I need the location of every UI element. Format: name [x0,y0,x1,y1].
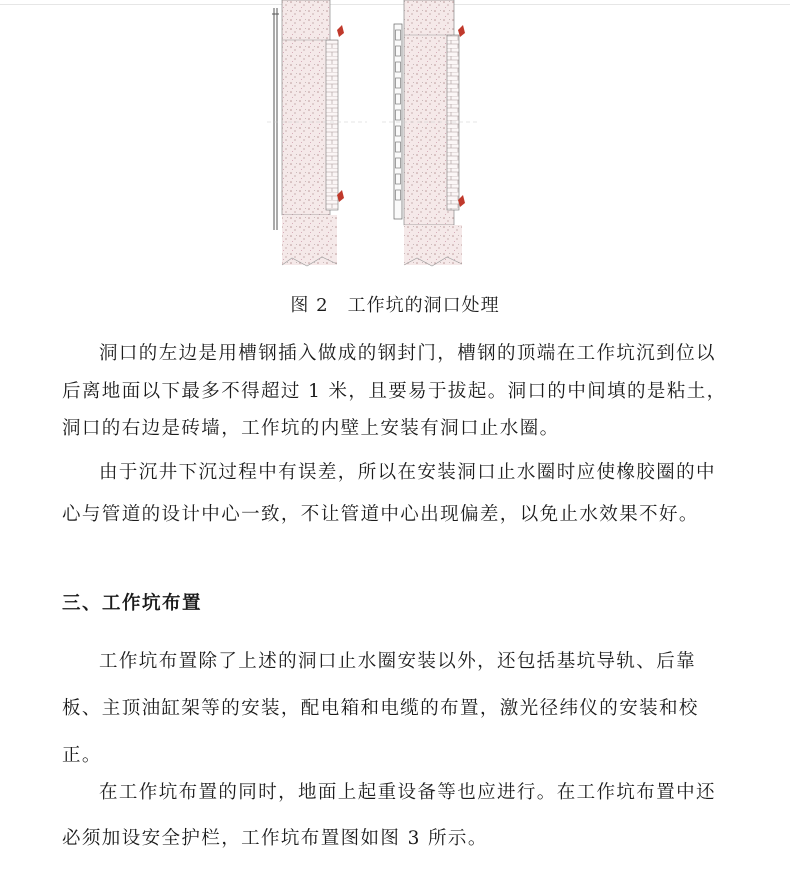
tunnel-opening-figure [262,0,482,275]
paragraph-seal-ring-alignment: 由于沉井下沉过程中有误差，所以在安装洞口止水圈时应使橡胶圈的中心与管道的设计中心一致，不让管道中心出现偏差，以免止水效果不好。 [62,462,716,525]
paragraph-pit-layout: 工作坑布置除了上述的洞口止水圈安装以外，还包括基坑导轨、后靠板、主顶油缸架等的安装，配电箱和电缆的布置，激光径纬仪的安装和校正。 [62,651,699,766]
paragraph-safety-rail: 在工作坑布置的同时，地面上起重设备等也应进行。在工作坑布置中还必须加设安全护栏，工作坑布置图如图 3 所示。 [62,782,716,849]
left-section-drawing [267,0,367,266]
right-section-drawing [382,0,477,266]
section-heading: 三、工作坑布置 [62,593,203,614]
figure-caption: 图 2 工作坑的洞口处理 [290,295,500,316]
paragraph-steel-seal-door: 洞口的左边是用槽钢插入做成的钢封门，槽钢的顶端在工作坑沉到位以后离地面以下最多不得超过 1 米，且要易于拔起。洞口的中间填的是粘土，洞口的右边是砖墙，工作坑的内壁上安装有洞口止水圈。 [62,343,727,439]
